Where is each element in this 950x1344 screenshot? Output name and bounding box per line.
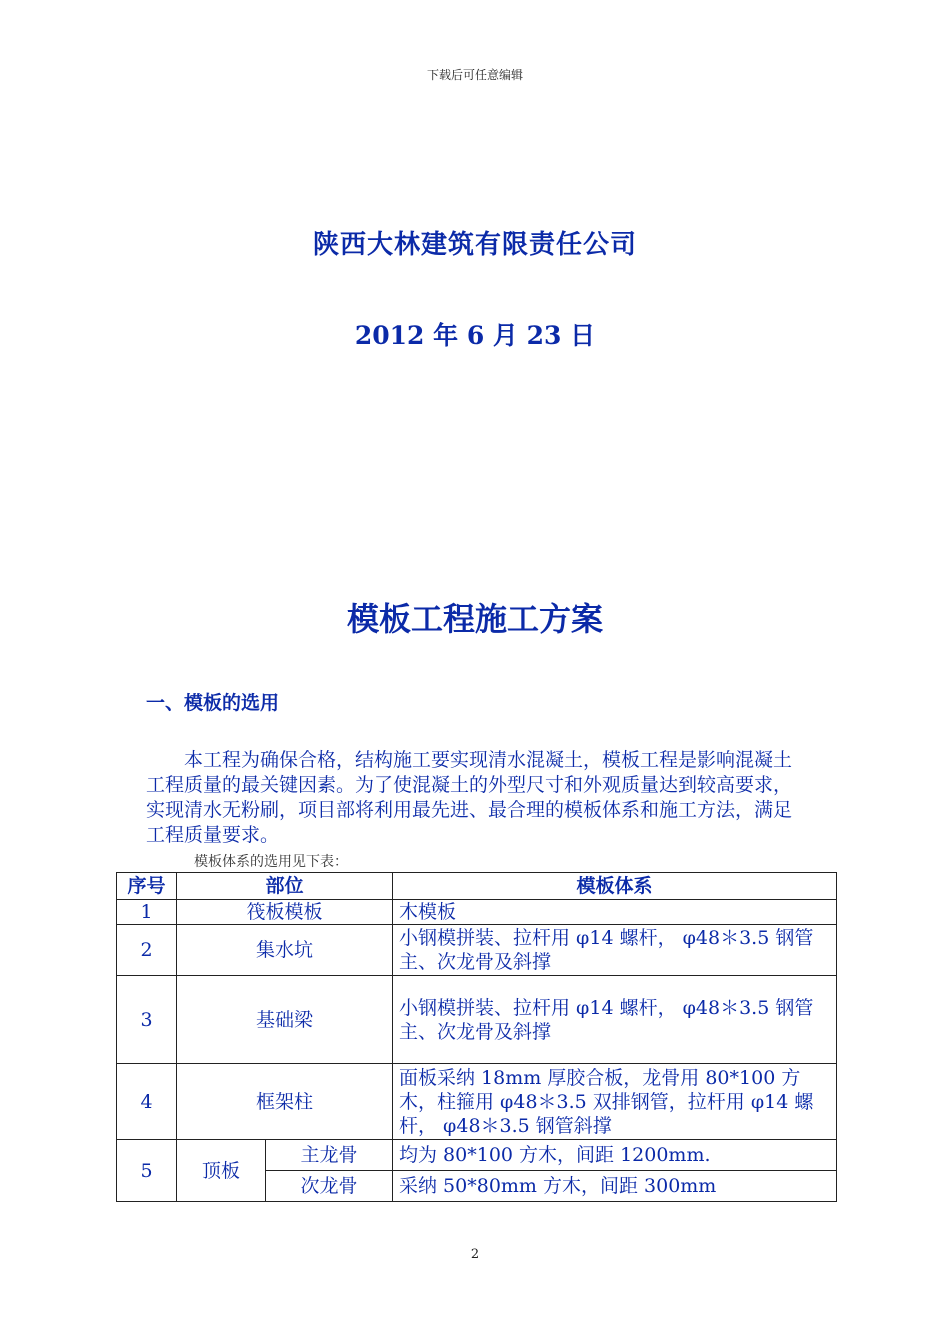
cell-part: 顶板 — [177, 1140, 266, 1202]
table-row — [117, 1140, 837, 1171]
cell-part: 集水坑 — [177, 925, 393, 976]
document-title: 模板工程施工方案 — [346, 600, 603, 638]
table-row — [117, 976, 837, 1064]
page-header-note: 下载后可任意编辑 — [426, 68, 523, 82]
cell-system: 均为 80*100 方木，间距 1200mm. — [393, 1140, 837, 1171]
cell-part: 框架柱 — [177, 1064, 393, 1140]
cell-no: 4 — [117, 1064, 177, 1140]
cell-system: 小钢模拼装、拉杆用 φ14 螺杆， φ48＊3.5 钢管主、次龙骨及斜撑 — [393, 925, 837, 976]
cell-system: 采纳 50*80mm 方木，间距 300mm — [393, 1171, 837, 1202]
cell-subpart: 次龙骨 — [266, 1171, 393, 1202]
cell-no: 5 — [117, 1140, 177, 1202]
cell-system: 木模板 — [393, 900, 837, 925]
body-paragraph: 本工程为确保合格，结构施工要实现清水混凝土，模板工程是影响混凝土工程质量的最关键因素。为了使混凝土的外型尺寸和外观质量达到较高要求，实现清水无粉刷，项目部将利用最先进、最合理的模板体系和施工方法，满足工程质量要求。 — [146, 749, 793, 846]
cell-system: 小钢模拼装、拉杆用 φ14 螺杆， φ48＊3.5 钢管主、次龙骨及斜撑 — [393, 976, 837, 1064]
section-heading: 一、模板的选用 — [146, 692, 280, 714]
cell-part: 筏板模板 — [177, 900, 393, 925]
cell-system: 面板采纳 18mm 厚胶合板，龙骨用 80*100 方木，柱箍用 φ48＊3.5 双排钢管，拉杆用 φ14 螺杆， φ48＊3.5 钢管斜撑 — [393, 1064, 837, 1140]
cell-subpart: 主龙骨 — [266, 1140, 393, 1171]
cell-no: 1 — [117, 900, 177, 925]
page-number: 2 — [470, 1247, 480, 1262]
header-system: 模板体系 — [393, 873, 837, 900]
company-name: 陕西大林建筑有限责任公司 — [312, 230, 637, 260]
table-header-row — [117, 873, 837, 900]
cell-part: 基础梁 — [177, 976, 393, 1064]
formwork-table — [116, 872, 837, 1202]
document-date: 2012 年 6 月 23 日 — [354, 321, 596, 350]
header-part: 部位 — [177, 873, 393, 900]
table-intro: 模板体系的选用见下表： — [194, 854, 348, 870]
cell-no: 2 — [117, 925, 177, 976]
cell-no: 3 — [117, 976, 177, 1064]
table-row — [117, 900, 837, 925]
header-no: 序号 — [117, 873, 177, 900]
table-row — [117, 925, 837, 976]
table-row — [117, 1064, 837, 1140]
